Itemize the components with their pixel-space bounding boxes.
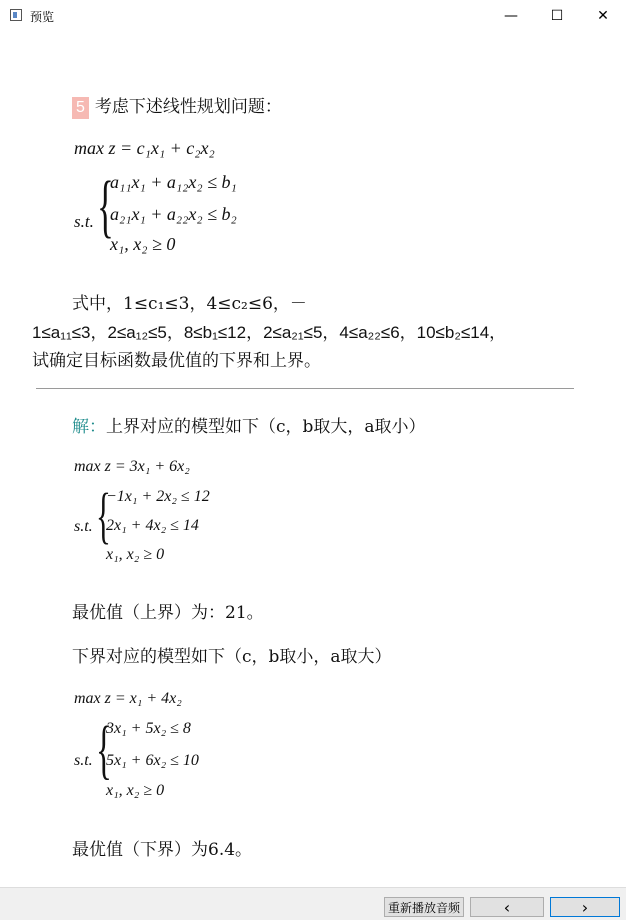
lower-objective: max z = x₁ + 4x₂ bbox=[74, 690, 182, 707]
problem-objective: max z = c₁x₁ + c₂x₂ bbox=[74, 138, 215, 158]
problem-constraint-3: x₁, x₂ ≥ 0 bbox=[110, 234, 176, 254]
divider bbox=[36, 388, 574, 389]
upper-intro-text: 上界对应的模型如下（c，b取大，a取小） bbox=[106, 417, 426, 437]
problem-brace: { bbox=[97, 168, 114, 245]
solution-colon: ： bbox=[89, 417, 106, 437]
upper-constraint-2: 2x₁ + 4x₂ ≤ 14 bbox=[106, 517, 199, 534]
problem-constraint-1: a₁₁x₁ + a₁₂x₂ ≤ b₁ bbox=[110, 172, 237, 192]
problem-desc-line-3: 试确定目标函数最优值的下界和上界。 bbox=[32, 351, 321, 371]
next-page-button[interactable]: › bbox=[550, 897, 620, 917]
solution-label: 解 bbox=[72, 417, 89, 437]
problem-desc-line-1: 式中，1≤c₁≤3，4≤c₂≤6，－ bbox=[72, 294, 307, 314]
upper-brace: { bbox=[96, 482, 111, 550]
maximize-button[interactable]: ☐ bbox=[550, 8, 564, 24]
solution-upper-intro bbox=[72, 412, 426, 437]
upper-result: 最优值（上界）为：21。 bbox=[72, 603, 264, 623]
lower-constraint-2: 5x₁ + 6x₂ ≤ 10 bbox=[106, 752, 199, 769]
title-bar bbox=[0, 0, 626, 32]
problem-st-label: s.t. bbox=[74, 212, 94, 231]
bottom-toolbar bbox=[0, 887, 626, 920]
lower-result: 最优值（下界）为6.4。 bbox=[72, 840, 253, 860]
window-title: 预览 bbox=[30, 10, 55, 24]
problem-desc-line-2: 1≤a₁₁≤3，2≤a₁₂≤5，8≤b₁≤12，2≤a₂₁≤5，4≤a₂₂≤6，10≤b₂≤14， bbox=[32, 323, 507, 342]
minimize-button[interactable]: — bbox=[504, 8, 518, 24]
lower-brace: { bbox=[96, 713, 112, 786]
app-icon bbox=[10, 9, 22, 21]
upper-st-label: s.t. bbox=[74, 518, 93, 535]
replay-audio-button[interactable]: 重新播放音频 bbox=[384, 897, 464, 917]
lower-st-label: s.t. bbox=[74, 752, 93, 769]
lower-constraint-1: 3x₁ + 5x₂ ≤ 8 bbox=[106, 720, 191, 737]
upper-objective: max z = 3x₁ + 6x₂ bbox=[74, 458, 190, 475]
lower-intro: 下界对应的模型如下（c，b取小，a取大） bbox=[72, 647, 392, 667]
lower-constraint-3: x₁, x₂ ≥ 0 bbox=[106, 782, 165, 799]
prev-page-button[interactable]: ‹ bbox=[470, 897, 544, 917]
problem-intro: 考虑下述线性规划问题： bbox=[94, 97, 282, 117]
problem-constraint-2: a₂₁x₁ + a₂₂x₂ ≤ b₂ bbox=[110, 204, 237, 224]
problem-heading bbox=[72, 92, 282, 119]
preview-content bbox=[0, 32, 626, 887]
close-button[interactable]: ✕ bbox=[597, 8, 609, 24]
upper-constraint-1: −1x₁ + 2x₂ ≤ 12 bbox=[106, 488, 210, 505]
upper-constraint-3: x₁, x₂ ≥ 0 bbox=[106, 546, 165, 563]
problem-number-badge: 5 bbox=[72, 97, 89, 119]
